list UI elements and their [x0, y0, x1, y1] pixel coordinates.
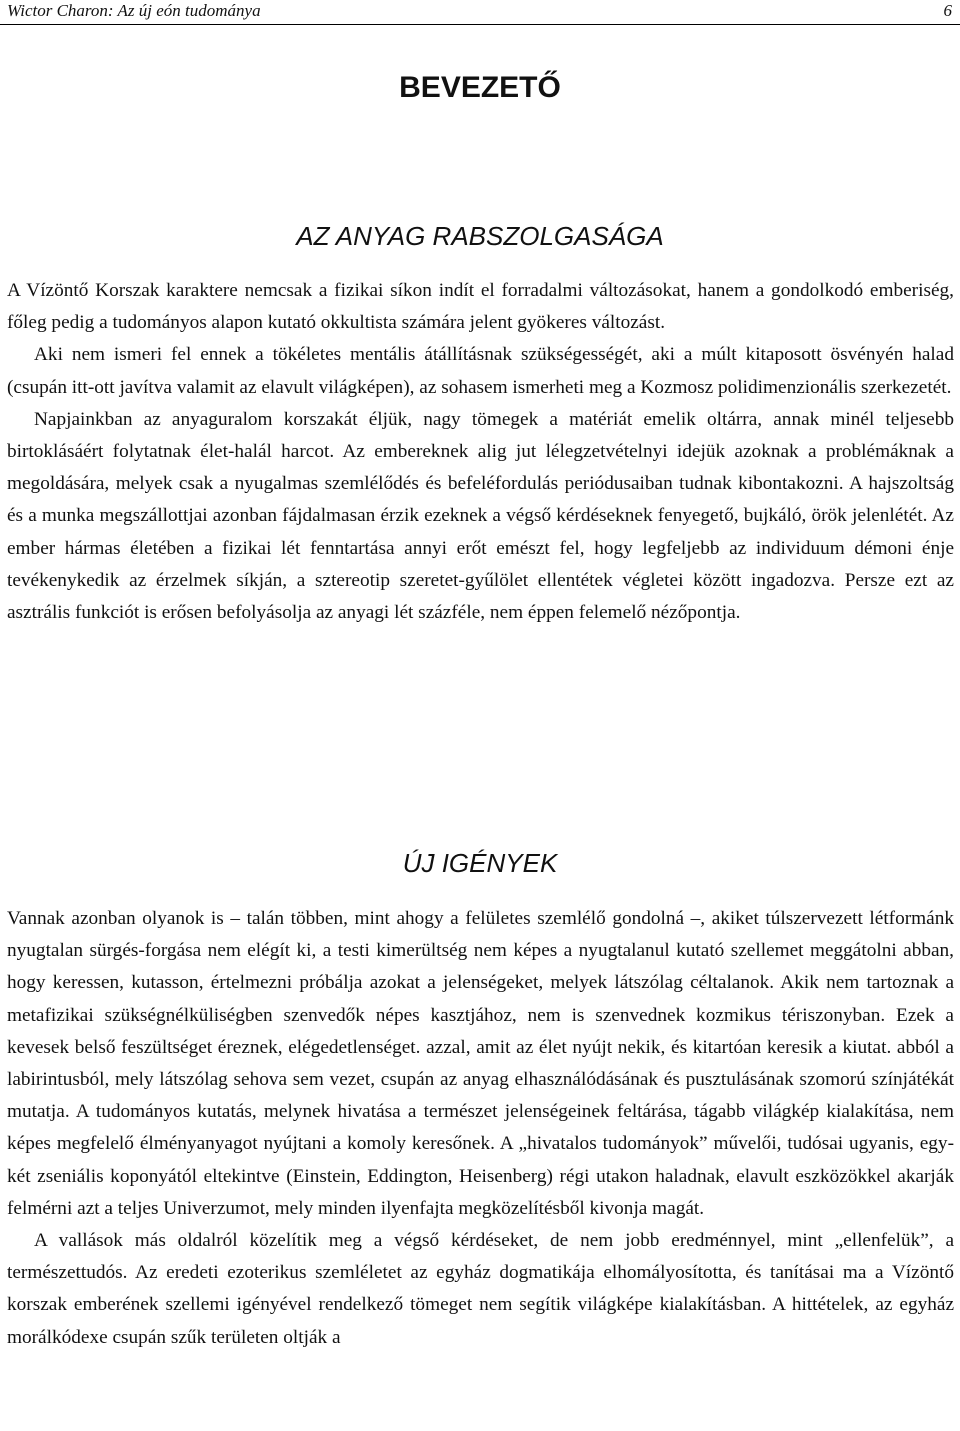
section-body-anyag-rabszolgasaga — [7, 275, 954, 629]
running-head — [0, 0, 960, 25]
page-number: 6 — [943, 1, 952, 20]
paragraph: Vannak azonban olyanok is – talán többen, mint ahogy a felületes szemlélő gondolná –, akiket túlszervezett létformánk nyugtalan sürgés-forgása nem elégít ki, a testi kimerültség nem képes a nyugtalanul kutató szellemet meggátolni abban, hogy keressen, kutasson, értelmezni próbálja azokat a jelenségeket, melyek látszólag céltalanok. Akik nem tartoznak a metafizikai szükségnélküliségben szenvedők népes kasztjához, nem is szenvednek kozmikus tériszonyban. Ezek a kevesek belső feszültséget éreznek, elégedetlenséget. azzal, amit az élet nyújt nekik, és kitartóan keresik a kiutat. abból a labirintusból, mely látszólag sehova sem vezet, csupán az anyag elhasználódásának és pusztulásának szomorú színjátékát mutatja. A tudományos kutatás, melynek hivatása a természet jelenségeinek feltárása, tágabb világkép kialakítása, nem képes megfelelő élményanyagot nyújtani a komoly keresőnek. A „hivatalos tudományok” művelői, tudósai ugyanis, egy-két zseniális koponyától eltekintve (Einstein, Eddington, Heisenberg) régi utakon haladnak, elavult eszközökkel akarják felmérni azt a teljes Univerzumot, mely minden ilyenfajta megközelítésből kivonja magát. — [7, 908, 954, 1219]
paragraph: A Vízöntő Korszak karaktere nemcsak a fizikai síkon indít el forradalmi változásokat, hanem a gondolkodó emberiség, főleg pedig a tudományos alapon kutató okkultista számára jelent gyökeres változást. — [7, 280, 954, 334]
book-title: Wictor Charon: Az új eón tudománya — [7, 1, 261, 20]
paragraph: Napjainkban az anyaguralom korszakát éljük, nagy tömegek a matériát emelik oltárra, annak minél teljesebb birtoklásáért folytatnak élet-halál harcot. Az embereknek alig jut lélegzetvételnyi idejük azoknak a problémáknak a megoldására, melyek csak a nyugalmas szemlélődés és befeléfordulás periódusaiban tudnak kibontakozni. A hajszoltság és a munka megszállottjai azonban fájdalmasan érzik ezeknek a végső kérdéseknek fenyegető, bujkáló, örök jelenlétét. Az ember hármas életében a fizikai lét fenntartása annyi erőt emészt fel, hogy legfeljebb az individuum démoni énje tevékenykedik az érzelmek síkján, a sztereotip szeretet-gyűlölet ellentétek végletei között ingadozva. Persze ezt az asztrális funkciót is erősen befolyásolja az anyagi lét százféle, nem éppen felemelő nézőpontja. — [7, 408, 954, 624]
chapter-title: BEVEZETŐ — [399, 71, 561, 104]
section-heading-anyag-rabszolgasaga: AZ ANYAG RABSZOLGASÁGA — [296, 221, 664, 251]
section-heading-uj-igenyek: ÚJ IGÉNYEK — [402, 848, 558, 878]
paragraph: A vallások más oldalról közelítik meg a végső kérdéseket, de nem jobb eredménnyel, mint „ellenfelük”, a természettudós. Az eredeti ezoterikus szemléletet az egyház dogmatikája elhomályosította, és tanításai ma a Vízöntő korszak emberének szellemi igényével rendelkező tömeget nem segítik világképe kialakításban. A hittételek, az egyház morálkódexe csupán szűk területen oltják a — [7, 1230, 954, 1348]
paragraph: Aki nem ismeri fel ennek a tökéletes mentális átállításnak szükségességét, aki a múlt kitaposott ösvényén halad (csupán itt-ott javítva valamit az elavult világképen), az sohasem ismerheti meg a Kozmosz polidimenzionális szerkezetét. — [7, 344, 954, 398]
section-body-uj-igenyek — [7, 903, 954, 1354]
